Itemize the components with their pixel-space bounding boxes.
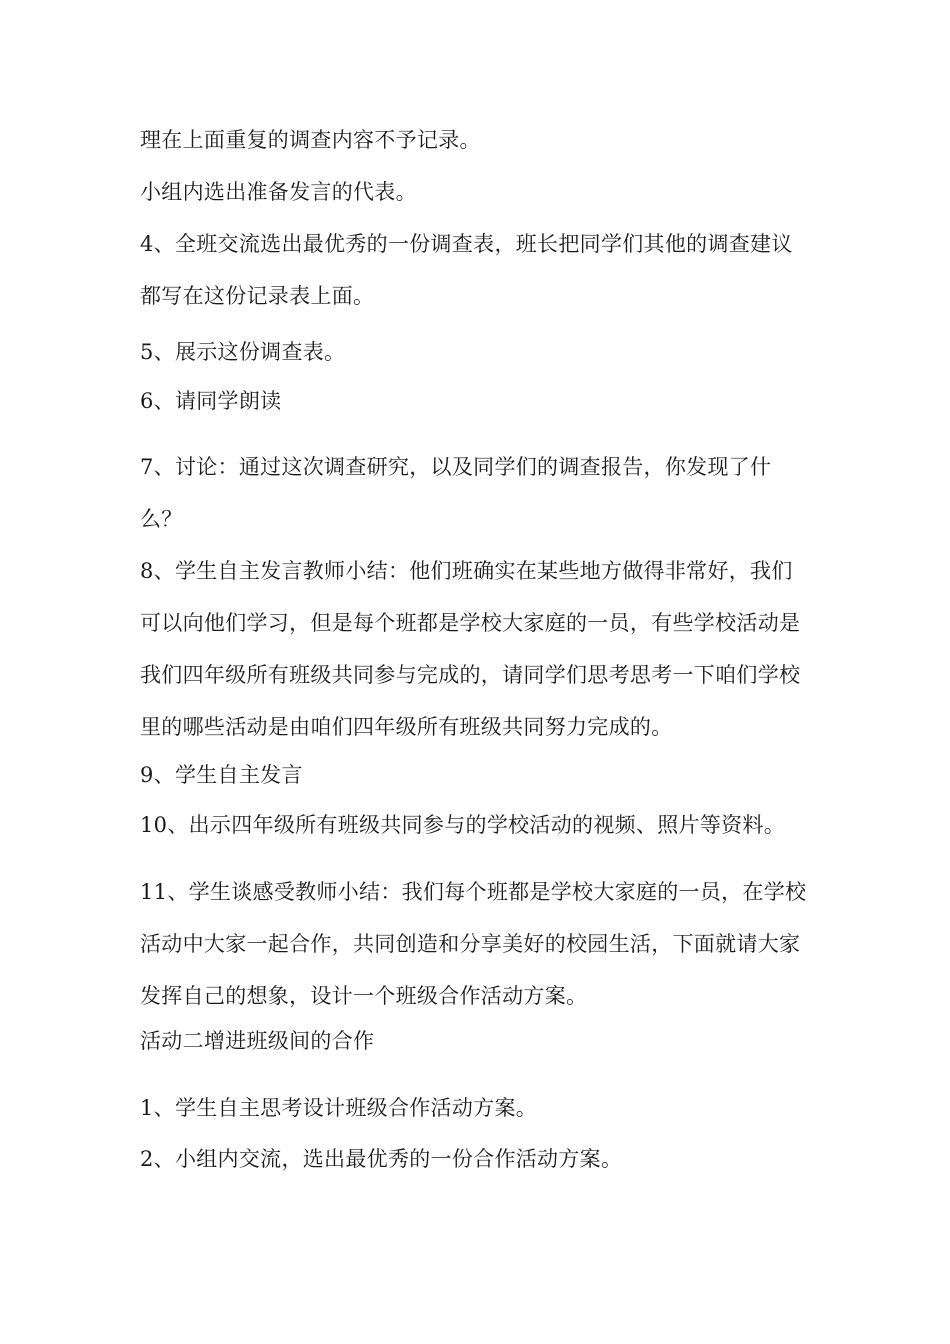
paragraph-9: 10、出示四年级所有班级共同参与的学校活动的视频、照片等资料。 (140, 813, 786, 837)
paragraph-13: 2、小组内交流，选出最优秀的一份合作活动方案。 (140, 1147, 623, 1171)
paragraph-12: 1、学生自主思考设计班级合作活动方案。 (140, 1096, 538, 1120)
paragraph-2: 小组内选出准备发言的代表。 (140, 180, 417, 204)
paragraph-8: 9、学生自主发言 (140, 763, 303, 787)
paragraph-5: 6、请同学朗读 (140, 389, 282, 413)
paragraph-4: 5、展示这份调查表。 (140, 340, 346, 364)
paragraph-10: 11、学生谈感受教师小结：我们每个班都是学校大家庭的一员，在学校活动中大家一起合作，共同创造和分享美好的校园生活，下面就请大家发挥自己的想象，设计一个班级合作活动方案。 (140, 880, 807, 1008)
paragraph-1: 理在上面重复的调查内容不予记录。 (140, 128, 481, 152)
paragraph-11: 活动二增进班级间的合作 (140, 1029, 375, 1053)
paragraph-6: 7、讨论：通过这次调查研究，以及同学们的调查报告，你发现了什么？ (140, 455, 772, 531)
paragraph-7: 8、学生自主发言教师小结：他们班确实在某些地方做得非常好，我们可以向他们学习，但是每个班都是学校大家庭的一员，有些学校活动是我们四年级所有班级共同参与完成的，请同学们思考思考一下咱们学校里的哪些活动是由咱们四年级所有班级共同努力完成的。 (140, 559, 801, 739)
paragraph-3: 4、全班交流选出最优秀的一份调查表，班长把同学们其他的调查建议都写在这份记录表上面。 (140, 232, 793, 308)
